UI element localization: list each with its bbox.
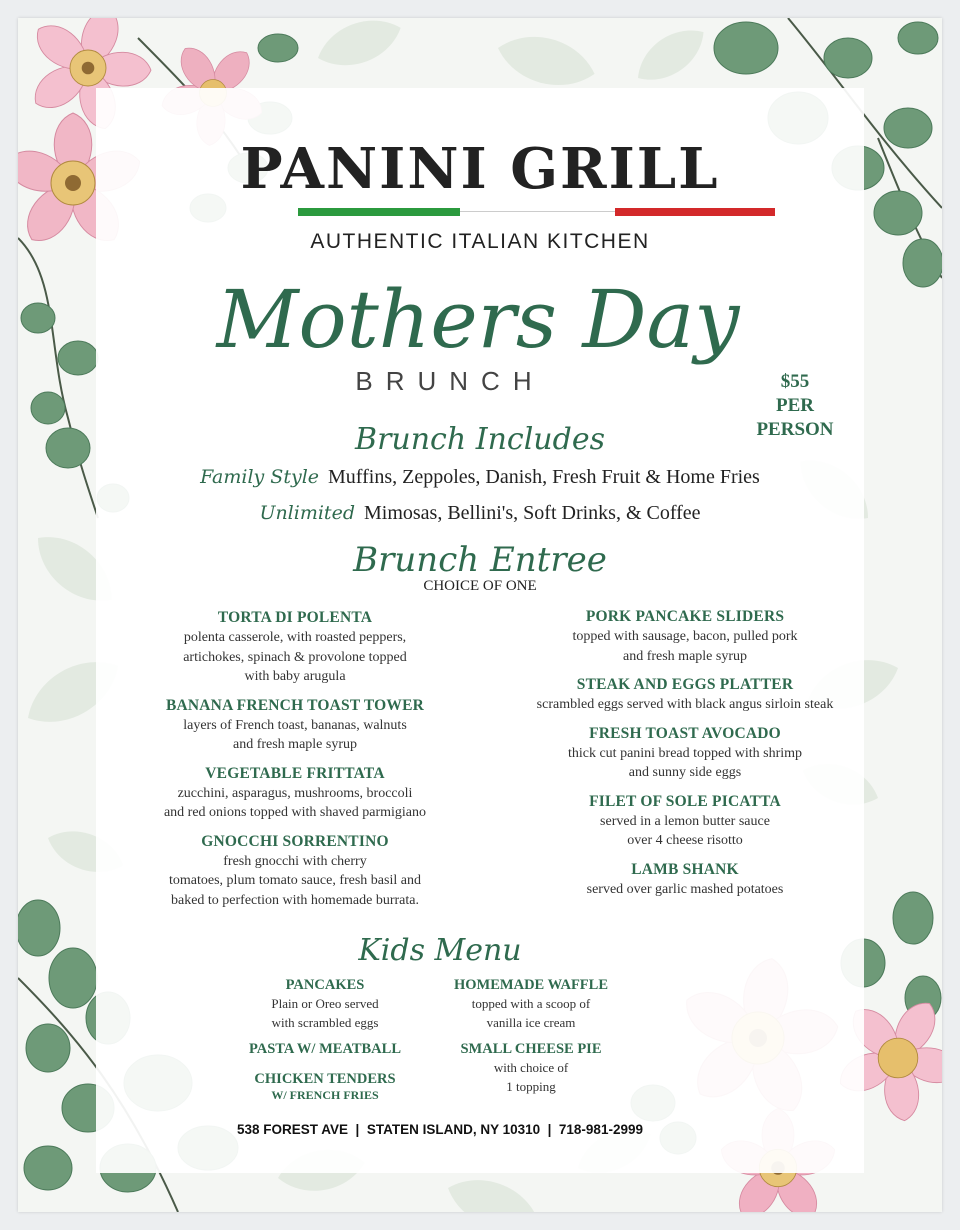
includes-title: Brunch Includes (355, 422, 605, 457)
menu-item-name: GNOCCHI SORRENTINO (201, 832, 389, 850)
restaurant-title: PANINI GRILL (240, 136, 720, 202)
menu-item-name: VEGETABLE FRITTATA (205, 764, 385, 782)
footer-address: 538 FOREST AVE | STATEN ISLAND, NY 10310 | 718-981-2999 (237, 1122, 643, 1137)
menu-item-desc: and fresh maple syrup (232, 737, 358, 752)
includes-text: Muffins, Zeppoles, Danish, Fresh Fruit & Home Fries (328, 466, 760, 488)
menu-item-name: TORTA DI POLENTA (217, 609, 373, 626)
kids-item (436, 976, 626, 1032)
menu-item-name: BANANA FRENCH TOAST TOWER (165, 696, 425, 714)
menu-item-desc: tomatoes, plum tomato sauce, fresh basil and (169, 873, 421, 888)
menu-item (500, 724, 870, 783)
menu-item-desc: served in a lemon butter sauce (600, 813, 770, 829)
kids-item-desc: vanilla ice cream (486, 1015, 576, 1030)
menu-item-name: FILET OF SOLE PICATTA (589, 792, 781, 810)
kids-item-desc: with choice of (493, 1060, 569, 1075)
menu-page (18, 18, 942, 1212)
menu-item-desc: over 4 cheese risotto (627, 833, 743, 848)
kids-item-desc: Plain or Oreo served (271, 996, 379, 1011)
menu-item-name: FRESH TOAST AVOCADO (589, 724, 781, 742)
includes-label: Family Style (200, 466, 320, 488)
price-per: PER (776, 395, 814, 416)
menu-item-desc: fresh gnocchi with cherry (223, 853, 367, 869)
menu-item (500, 675, 870, 715)
kids-item-name: HOMEMADE WAFFLE (454, 977, 608, 993)
restaurant-subtitle: AUTHENTIC ITALIAN KITCHEN (310, 230, 650, 253)
menu-item (120, 696, 470, 755)
includes-line-family (18, 466, 942, 489)
includes-label: Unlimited (259, 502, 355, 524)
menu-item (120, 608, 470, 687)
kids-item (436, 1040, 626, 1096)
menu-item-desc: zucchini, asparagus, mushrooms, broccoli (177, 785, 413, 801)
menu-item-desc: and sunny side eggs (628, 765, 742, 780)
menu-item (120, 764, 470, 823)
flag-stripe-green (298, 208, 460, 216)
menu-item-desc: served over garlic mashed potatoes (586, 881, 784, 897)
menu-item-desc: with baby arugula (244, 669, 346, 684)
includes-text: Mimosas, Bellini's, Soft Drinks, & Coffee (363, 502, 701, 524)
menu-item-desc: thick cut panini bread topped with shrimp (567, 745, 803, 761)
kids-item (230, 976, 420, 1032)
entree-left-column (120, 608, 470, 919)
kids-item-subtitle: W/ FRENCH FRIES (271, 1088, 379, 1102)
menu-item-name: STEAK AND EGGS PLATTER (576, 676, 794, 693)
entree-subtitle: CHOICE OF ONE (423, 578, 537, 594)
price-person: PERSON (756, 419, 834, 440)
kids-item-name: CHICKEN TENDERS (254, 1071, 396, 1087)
kids-item-desc: 1 topping (506, 1079, 556, 1094)
kids-menu-title: Kids Menu (358, 933, 522, 968)
includes-line-unlimited (18, 502, 942, 525)
kids-item-name: PASTA W/ MEATBALL (248, 1041, 401, 1057)
menu-item-name: LAMB SHANK (631, 860, 739, 878)
menu-item-desc: baked to perfection with homemade burrata. (170, 892, 419, 908)
kids-right-column (436, 976, 626, 1096)
entree-title: Brunch Entree (353, 540, 607, 580)
menu-item (500, 792, 870, 851)
flag-stripe-white (460, 211, 615, 212)
menu-item-desc: and fresh maple syrup (622, 648, 748, 664)
event-title: Mothers Day (216, 273, 740, 366)
kids-left-column (230, 976, 420, 1102)
menu-item-desc: artichokes, spinach & provolone topped (183, 649, 407, 665)
event-subtitle: BRUNCH (355, 366, 545, 396)
flag-stripe-red (615, 208, 775, 216)
menu-item-desc: and red onions topped with shaved parmigiano (163, 805, 427, 820)
menu-item-name: PORK PANCAKE SLIDERS (585, 608, 785, 625)
menu-item-desc: scrambled eggs served with black angus sirloin steak (536, 697, 834, 712)
kids-item-desc: with scrambled eggs (271, 1015, 379, 1030)
kids-item-desc: topped with a scoop of (471, 996, 591, 1011)
menu-item (500, 860, 870, 900)
menu-item-desc: layers of French toast, bananas, walnuts (183, 717, 407, 733)
kids-item (230, 1070, 420, 1102)
kids-item-name: SMALL CHEESE PIE (460, 1041, 602, 1057)
menu-item-desc: polenta casserole, with roasted peppers, (183, 630, 407, 645)
menu-item-desc: topped with sausage, bacon, pulled pork (572, 629, 798, 644)
kids-item (230, 1040, 420, 1058)
price-amount: $55 (780, 371, 810, 392)
menu-item (500, 607, 870, 666)
entree-right-column (500, 607, 870, 908)
menu-item (120, 832, 470, 911)
kids-item-name: PANCAKES (285, 977, 365, 993)
